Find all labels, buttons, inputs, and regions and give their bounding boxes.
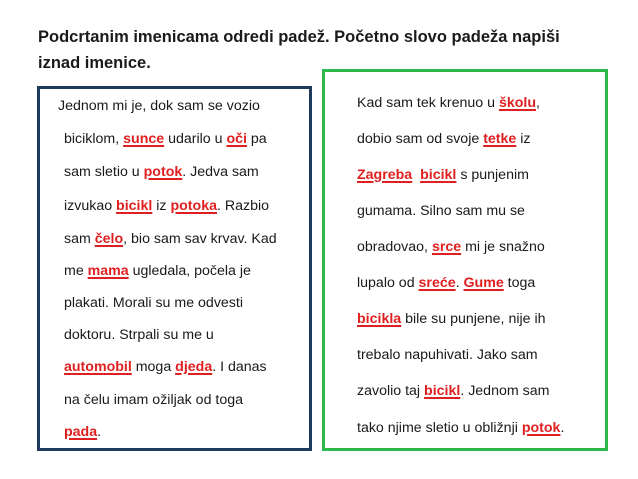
text-segment: tako njime sletio u obližnji xyxy=(357,420,522,436)
text-segment: , xyxy=(536,95,540,111)
left-box-line xyxy=(64,162,259,182)
right-box-line xyxy=(357,418,564,438)
text-segment: iz xyxy=(152,198,171,214)
instruction-line-2: iznad imenice. xyxy=(38,54,151,72)
text-segment: , bio sam sav krvav. Kad xyxy=(123,231,277,247)
text-segment: . Jednom sam xyxy=(460,383,550,399)
underlined-noun: bicikla xyxy=(357,311,402,327)
underlined-noun: potok xyxy=(521,420,561,436)
underlined-noun: tetke xyxy=(483,131,517,147)
left-box-line xyxy=(64,357,267,377)
right-box-line xyxy=(357,201,525,221)
right-box-line xyxy=(357,93,540,113)
instruction-line-1: Podcrtanim imenicama odredi padež. Početno slovo padeža napiši xyxy=(38,28,560,46)
underlined-noun: sreće xyxy=(418,275,456,291)
right-box-line xyxy=(357,165,529,185)
text-segment: udarilo u xyxy=(164,131,227,147)
underlined-noun: čelo xyxy=(94,231,124,247)
underlined-noun: oči xyxy=(226,131,247,147)
text-segment: obradovao, xyxy=(357,239,432,255)
text-segment: . Jedva sam xyxy=(182,164,259,180)
text-segment: . xyxy=(97,424,102,440)
text-segment: me xyxy=(64,263,88,279)
text-segment: pa xyxy=(246,131,267,147)
text-segment: dobio sam od svoje xyxy=(357,131,484,147)
left-box-line xyxy=(64,229,277,249)
text-segment: mi je snažno xyxy=(461,239,545,255)
right-box-line xyxy=(357,309,546,329)
text-segment: . xyxy=(455,275,464,291)
text-segment: bile su punjene, nije ih xyxy=(401,311,546,327)
underlined-noun: potoka xyxy=(170,198,217,214)
left-box-line xyxy=(64,293,243,313)
right-box-line xyxy=(357,129,531,149)
left-box-line xyxy=(64,390,243,410)
left-box-line xyxy=(64,196,269,216)
underlined-noun: mama xyxy=(87,263,129,279)
text-segment: . Razbio xyxy=(216,198,270,214)
underlined-noun: bicikl xyxy=(424,383,461,399)
text-segment: moga xyxy=(131,359,176,375)
text-segment: plakati. Morali su me odvesti xyxy=(64,295,243,311)
right-box-line xyxy=(357,345,538,365)
left-box-line xyxy=(64,129,267,149)
text-segment: ugledala, počela je xyxy=(128,263,251,279)
underlined-noun: Gume xyxy=(463,275,504,291)
text-segment: doktoru. Strpali su me u xyxy=(64,327,214,343)
text-segment: Jednom mi je, dok sam se vozio xyxy=(58,98,260,114)
text-segment: s punjenim xyxy=(456,167,529,183)
underlined-noun: bicikl xyxy=(420,167,457,183)
text-segment: zavolio taj xyxy=(357,383,425,399)
underlined-noun: automobil xyxy=(64,359,132,375)
text-segment: sam sletio u xyxy=(64,164,144,180)
text-segment: toga xyxy=(503,275,536,291)
text-segment: gumama. Silno sam mu se xyxy=(357,203,525,219)
text-segment: na čelu imam ožiljak od toga xyxy=(64,392,244,408)
underlined-noun: djeda xyxy=(175,359,213,375)
text-segment: biciklom, xyxy=(64,131,124,147)
right-box-line xyxy=(357,381,549,401)
underlined-noun: pada xyxy=(64,424,98,440)
underlined-noun: potok xyxy=(143,164,183,180)
right-box-line xyxy=(357,237,545,257)
text-segment: sam xyxy=(64,231,95,247)
text-segment: Kad sam tek krenuo u xyxy=(357,95,499,111)
left-box-line xyxy=(64,325,214,345)
text-segment: . xyxy=(560,420,565,436)
underlined-noun: srce xyxy=(431,239,462,255)
text-segment: . I danas xyxy=(212,359,267,375)
underlined-noun: sunce xyxy=(123,131,165,147)
underlined-noun: bicikl xyxy=(116,198,153,214)
text-segment xyxy=(412,167,420,183)
left-box-line xyxy=(58,96,260,116)
underlined-noun: Zagreba xyxy=(357,167,413,183)
text-segment: izvukao xyxy=(64,198,117,214)
right-box-line xyxy=(357,273,535,293)
left-box-line xyxy=(64,261,251,281)
left-box-line xyxy=(64,422,101,442)
underlined-noun: školu xyxy=(498,95,537,111)
text-segment: iz xyxy=(516,131,531,147)
text-segment: lupalo od xyxy=(357,275,419,291)
text-segment: trebalo napuhivati. Jako sam xyxy=(357,347,538,363)
